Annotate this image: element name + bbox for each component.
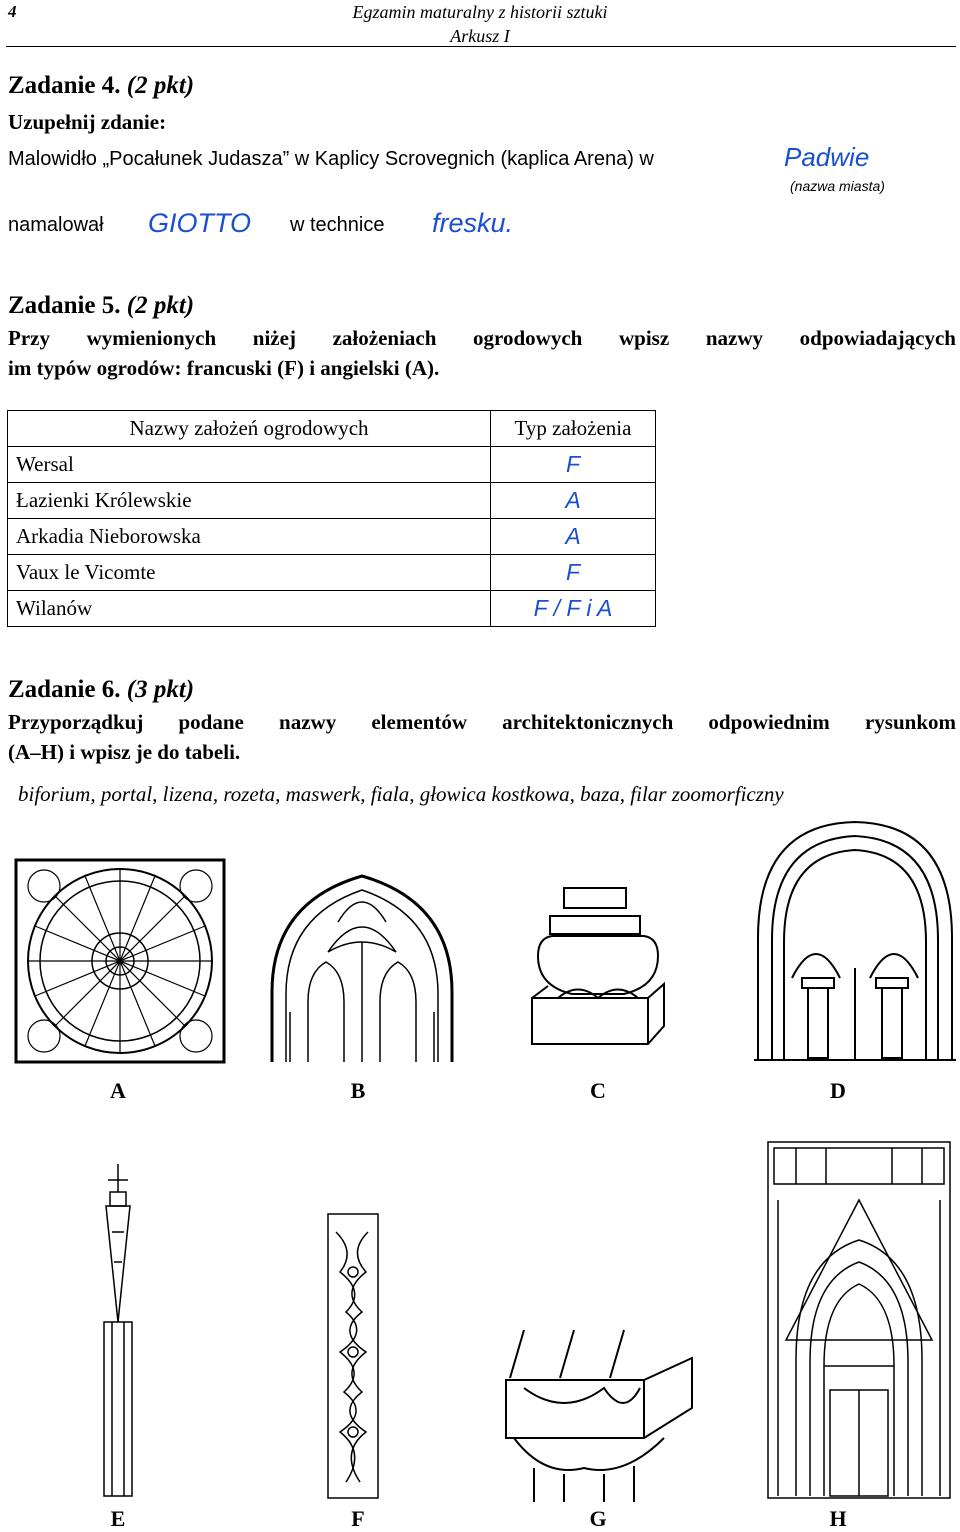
table-row	[8, 483, 656, 519]
hint-city: (nazwa miasta)	[790, 178, 885, 194]
label-b: B	[350, 1078, 366, 1103]
task6-instruction-line2: (A–H) i wpisz je do tabeli.	[8, 740, 241, 764]
garden-name: Łazienki Królewskie	[8, 483, 491, 519]
table-row	[8, 519, 656, 555]
task4-title-label: Zadanie 4.	[8, 72, 127, 99]
drawing-f-zoomorphic-pillar	[326, 1212, 380, 1500]
exam-title-line2: Arkusz I	[450, 26, 510, 46]
task6-title	[8, 676, 194, 704]
task4-instruction: Uzupełnij zdanie:	[8, 110, 167, 134]
garden-name: Wersal	[8, 447, 491, 483]
task6-points: (3 pkt)	[126, 676, 195, 703]
task4-title	[8, 72, 194, 100]
garden-type: A	[491, 483, 656, 519]
label-h: H	[829, 1506, 847, 1531]
garden-name: Vaux le Vicomte	[8, 555, 491, 591]
drawing-g-base	[504, 1328, 698, 1504]
label-c: C	[590, 1078, 606, 1103]
drawing-c-cushion-capital	[528, 886, 668, 1062]
garden-type: F	[491, 555, 656, 591]
task4-points: (2 pkt)	[126, 72, 195, 99]
painted-label: namalował	[8, 214, 104, 236]
table-row	[8, 447, 656, 483]
drawing-d-biforium	[754, 818, 956, 1062]
task6-title-label: Zadanie 6.	[8, 676, 127, 703]
exam-title	[300, 0, 660, 48]
task5-points: (2 pkt)	[126, 292, 195, 319]
gardens-table	[7, 410, 656, 627]
label-e: E	[110, 1506, 126, 1531]
garden-type: F	[491, 447, 656, 483]
task5-title	[8, 292, 194, 320]
task4-sentence-line1: Malowidło „Pocałunek Judasza” w Kaplicy Scrovegnich (kaplica Arena) w	[8, 148, 654, 170]
technique-label: w technice	[290, 214, 385, 236]
drawing-h-portal	[766, 1140, 952, 1500]
garden-name: Wilanów	[8, 591, 491, 627]
answer-city: Padwie	[784, 142, 870, 172]
answer-painter: GIOTTO	[148, 208, 252, 238]
garden-type: A	[491, 519, 656, 555]
task5-instruction-line2: im typów ogrodów: francuski (F) i angielski (A).	[8, 356, 440, 380]
exam-title-line1: Egzamin maturalny z historii sztuki	[352, 2, 608, 22]
terms-list: biforium, portal, lizena, rozeta, maswerk, fiala, głowica kostkowa, baza, filar zoomorficzny	[18, 782, 784, 806]
task6-instruction-line1: Przyporządkuj podane nazwy elementów architektonicznych odpowiednim rysunkom	[8, 710, 956, 734]
label-a: A	[110, 1078, 126, 1103]
drawing-b-tracery	[268, 872, 456, 1064]
table-row	[8, 591, 656, 627]
col-type-header: Typ założenia	[491, 411, 656, 447]
garden-type: F / F i A	[491, 591, 656, 627]
drawing-e-pinnacle	[96, 1162, 140, 1498]
drawing-a-rose-window	[14, 858, 226, 1064]
table-row	[8, 555, 656, 591]
task5-title-label: Zadanie 5.	[8, 292, 127, 319]
answer-technique: fresku.	[432, 208, 514, 238]
col-name-header: Nazwy założeń ogrodowych	[8, 411, 491, 447]
header-rule	[6, 46, 956, 47]
task5-instruction-line1: Przy wymienionych niżej założeniach ogrodowych wpisz nazwy odpowiadających	[8, 326, 956, 350]
label-g: G	[589, 1506, 607, 1531]
label-f: F	[351, 1506, 365, 1531]
table-header-row	[8, 411, 656, 447]
label-d: D	[830, 1078, 846, 1103]
page-number: 4	[8, 2, 17, 21]
garden-name: Arkadia Nieborowska	[8, 519, 491, 555]
